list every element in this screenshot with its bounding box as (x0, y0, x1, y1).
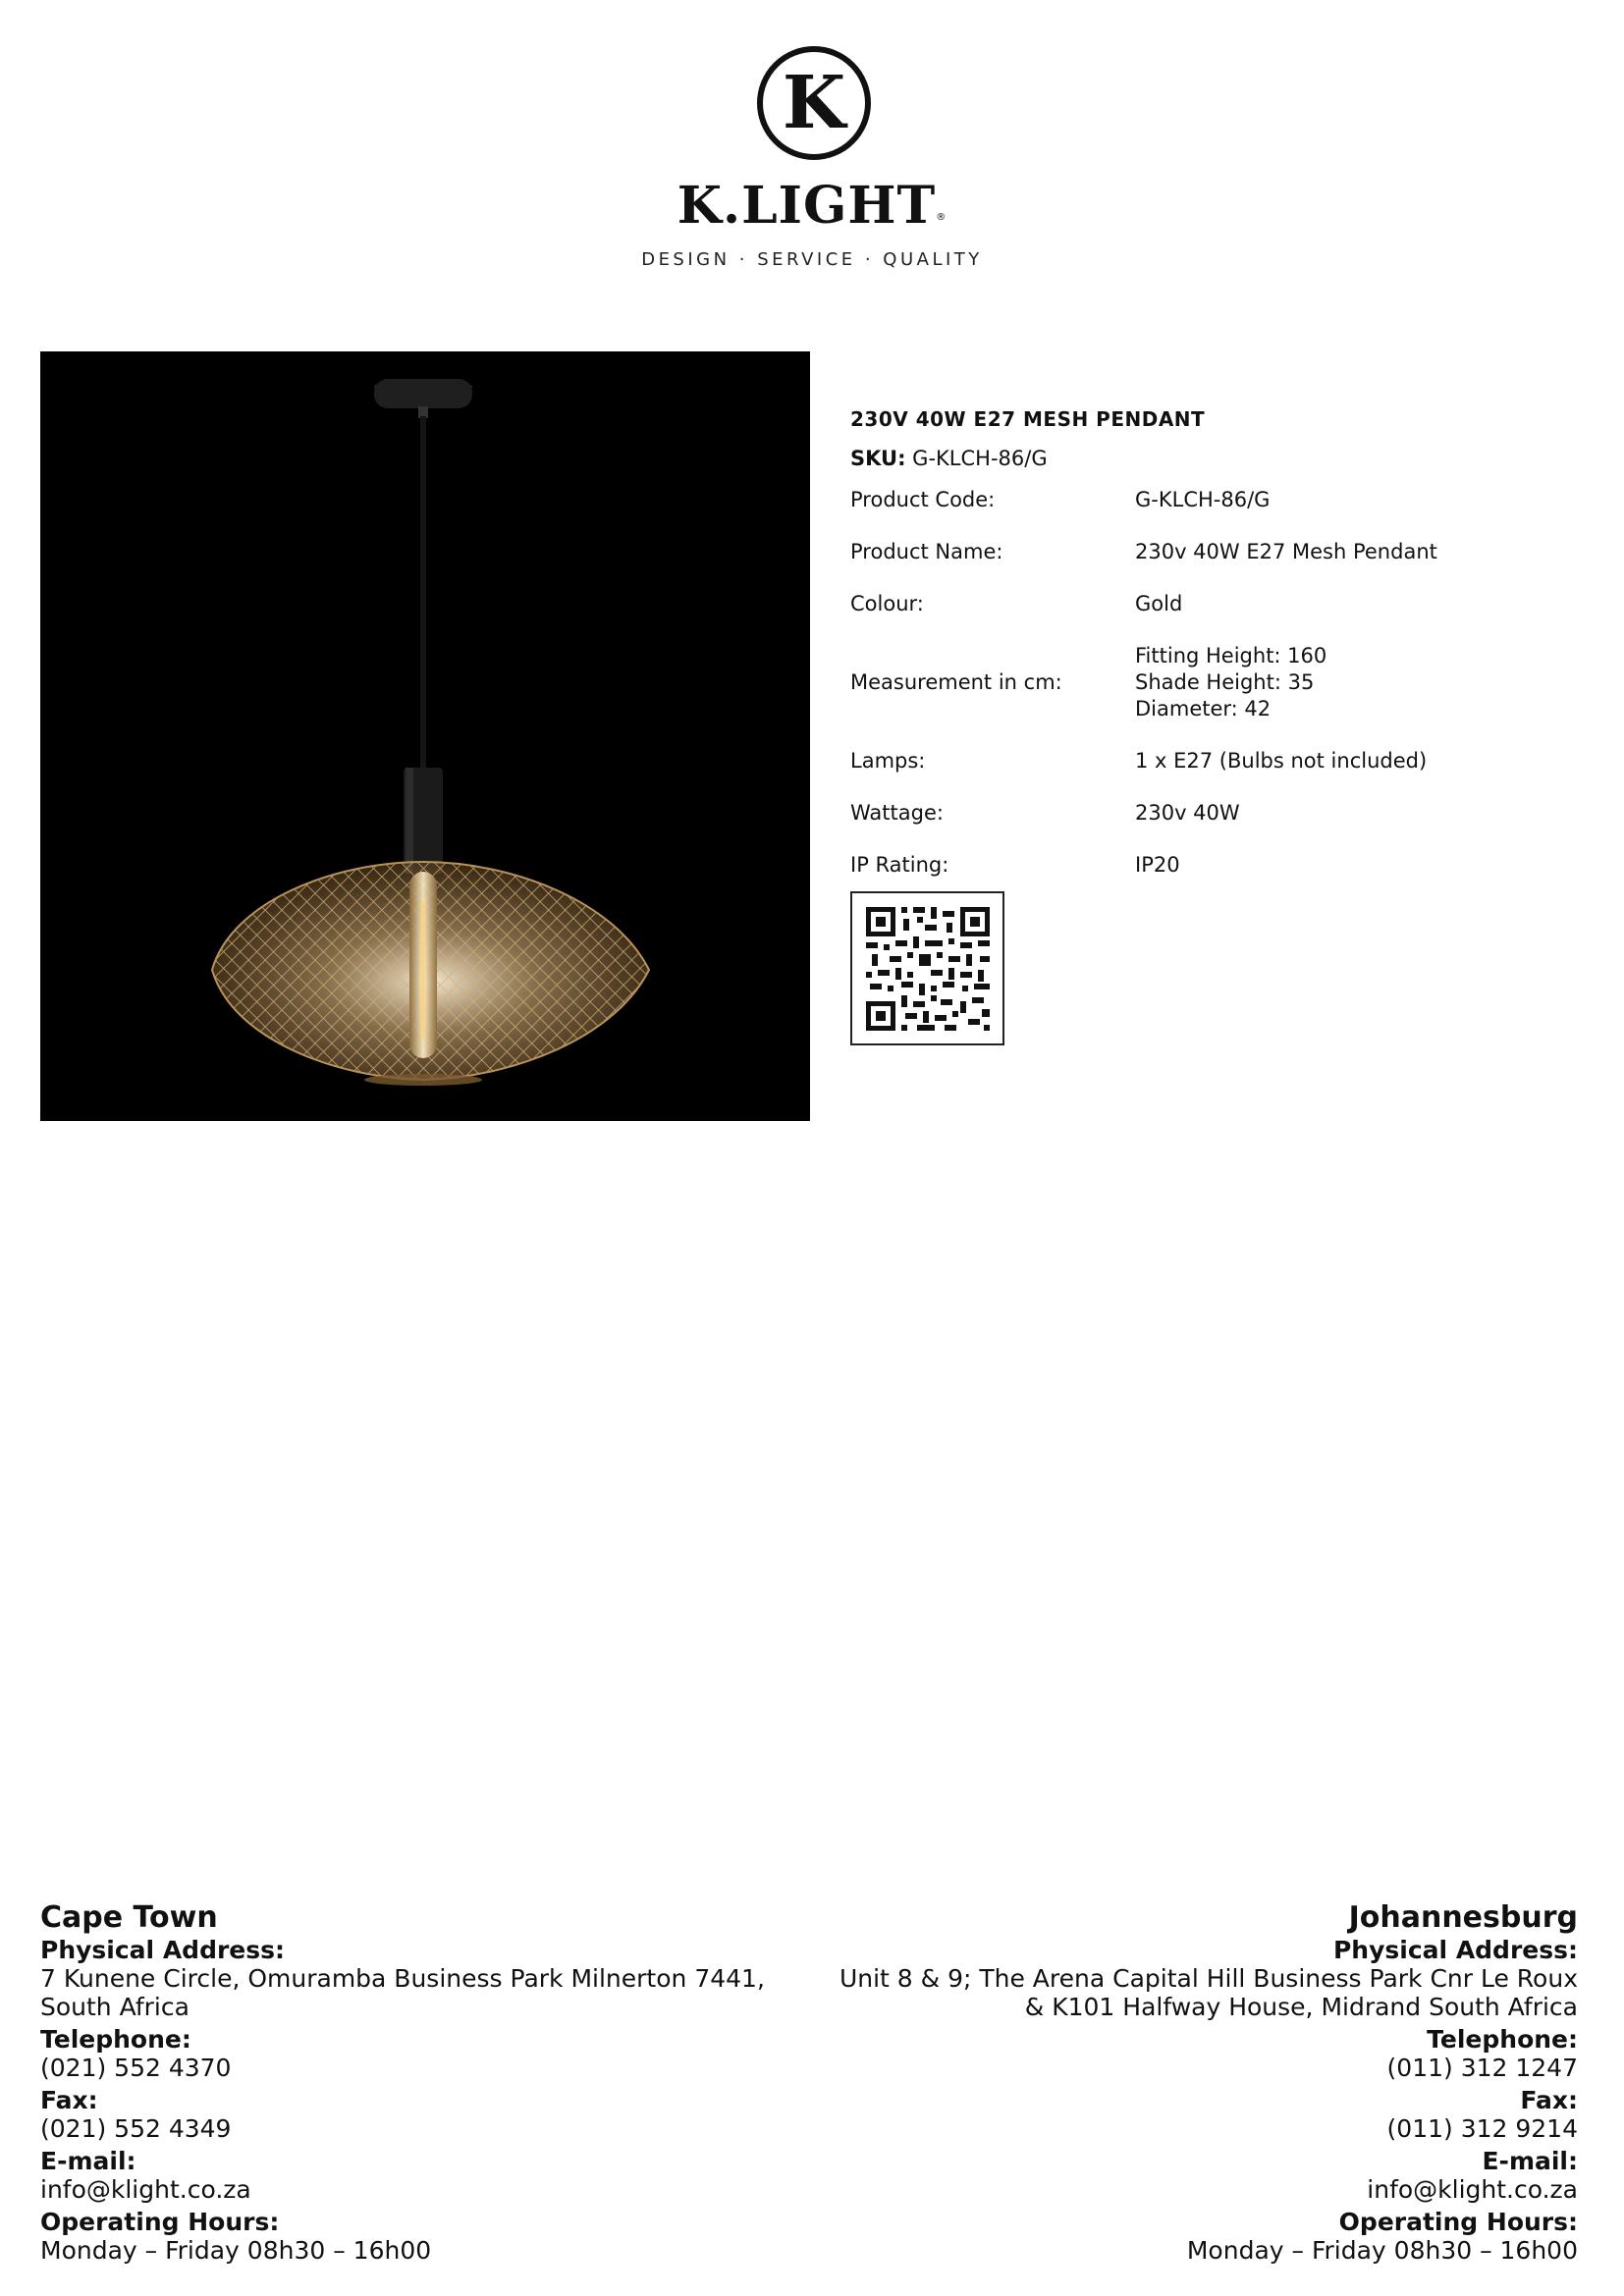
sku-line (850, 444, 1597, 473)
address-line: South Africa (40, 1993, 189, 2021)
spec-label: Colour: (850, 592, 924, 615)
brand-name-text: K.LIGHT (677, 176, 937, 236)
office-city: Cape Town (40, 1900, 218, 1935)
brand-tagline: DESIGN · SERVICE · QUALITY (641, 249, 983, 270)
spec-value-line: G-KLCH-86/G (1135, 488, 1271, 511)
spec-row-measurement (850, 643, 1597, 722)
hours-label: Operating Hours: (1338, 2208, 1578, 2236)
address-line: & K101 Halfway House, Midrand South Africa (1024, 1993, 1578, 2021)
spec-row-ip-rating (850, 852, 1597, 879)
spec-value (1135, 591, 1597, 617)
address-label: Physical Address: (40, 1936, 286, 1964)
spec-value (1135, 852, 1597, 879)
spec-value-line: 230v 40W E27 Mesh Pendant (1135, 540, 1437, 563)
brand-logo (0, 0, 1624, 294)
telephone-value: (021) 552 4370 (40, 2054, 232, 2082)
spec-value-line: 230v 40W (1135, 801, 1240, 825)
spec-value-line: Shade Height: 35 (1135, 670, 1315, 694)
spec-label: Measurement in cm: (850, 670, 1062, 694)
spec-row-lamps (850, 748, 1597, 774)
registered-mark: ® (936, 212, 947, 223)
address-line: Unit 8 & 9; The Arena Capital Hill Business Park Cnr Le Roux (839, 1964, 1578, 1993)
spec-row-product-code (850, 487, 1597, 513)
telephone-label: Telephone: (1427, 2025, 1578, 2054)
spec-value-line: Gold (1135, 592, 1183, 615)
address-label: Physical Address: (1332, 1936, 1578, 1964)
spec-value-line: IP20 (1135, 853, 1180, 877)
spec-row-wattage (850, 800, 1597, 827)
fax-value: (021) 552 4349 (40, 2114, 232, 2143)
spec-value (1135, 487, 1597, 513)
logo-letter: K (782, 61, 846, 145)
spec-table (850, 487, 1597, 879)
product-title: 230V 40W E27 MESH PENDANT (850, 407, 1206, 431)
fax-value: (011) 312 9214 (1386, 2114, 1578, 2143)
address-line: 7 Kunene Circle, Omuramba Business Park Milnerton 7441, (40, 1964, 765, 1993)
hours-label: Operating Hours: (40, 2208, 280, 2236)
email-label: E-mail: (40, 2147, 136, 2175)
spec-value (1135, 748, 1597, 774)
spec-label: Wattage: (850, 801, 944, 825)
spec-row-colour (850, 591, 1597, 617)
email-value: info@klight.co.za (40, 2175, 251, 2204)
sku-value: G-KLCH-86/G (912, 447, 1048, 470)
office-johannesburg (792, 1900, 1578, 2265)
pendant-lamp-illustration (40, 351, 810, 1121)
spec-label: IP Rating: (850, 853, 949, 877)
email-value: info@klight.co.za (1367, 2175, 1578, 2204)
brand-name (0, 177, 1624, 236)
spec-value (1135, 800, 1597, 827)
product-image (40, 351, 810, 1121)
telephone-label: Telephone: (40, 2025, 191, 2054)
spec-label: Product Name: (850, 540, 1003, 563)
fax-label: Fax: (40, 2086, 98, 2114)
qr-code-icon (866, 907, 990, 1031)
k-logo-mark-icon (756, 45, 872, 161)
hours-value: Monday – Friday 08h30 – 16h00 (1186, 2236, 1578, 2265)
spec-value-line: Fitting Height: 160 (1135, 644, 1327, 667)
product-details (850, 404, 1597, 904)
sku-label: SKU: (850, 447, 906, 470)
spec-value (1135, 539, 1597, 565)
fax-label: Fax: (1520, 2086, 1578, 2114)
office-city: Johannesburg (1348, 1900, 1578, 1935)
email-label: E-mail: (1482, 2147, 1578, 2175)
footer-contact (40, 1900, 1578, 2273)
spec-label: Product Code: (850, 488, 996, 511)
telephone-value: (011) 312 1247 (1386, 2054, 1578, 2082)
spec-row-product-name (850, 539, 1597, 565)
spec-label: Lamps: (850, 749, 926, 773)
spec-value-line: 1 x E27 (Bulbs not included) (1135, 749, 1428, 773)
qr-code (850, 891, 1004, 1045)
spec-value-line: Diameter: 42 (1135, 697, 1272, 721)
spec-value (1135, 643, 1597, 722)
office-cape-town (40, 1900, 826, 2265)
hours-value: Monday – Friday 08h30 – 16h00 (40, 2236, 432, 2265)
